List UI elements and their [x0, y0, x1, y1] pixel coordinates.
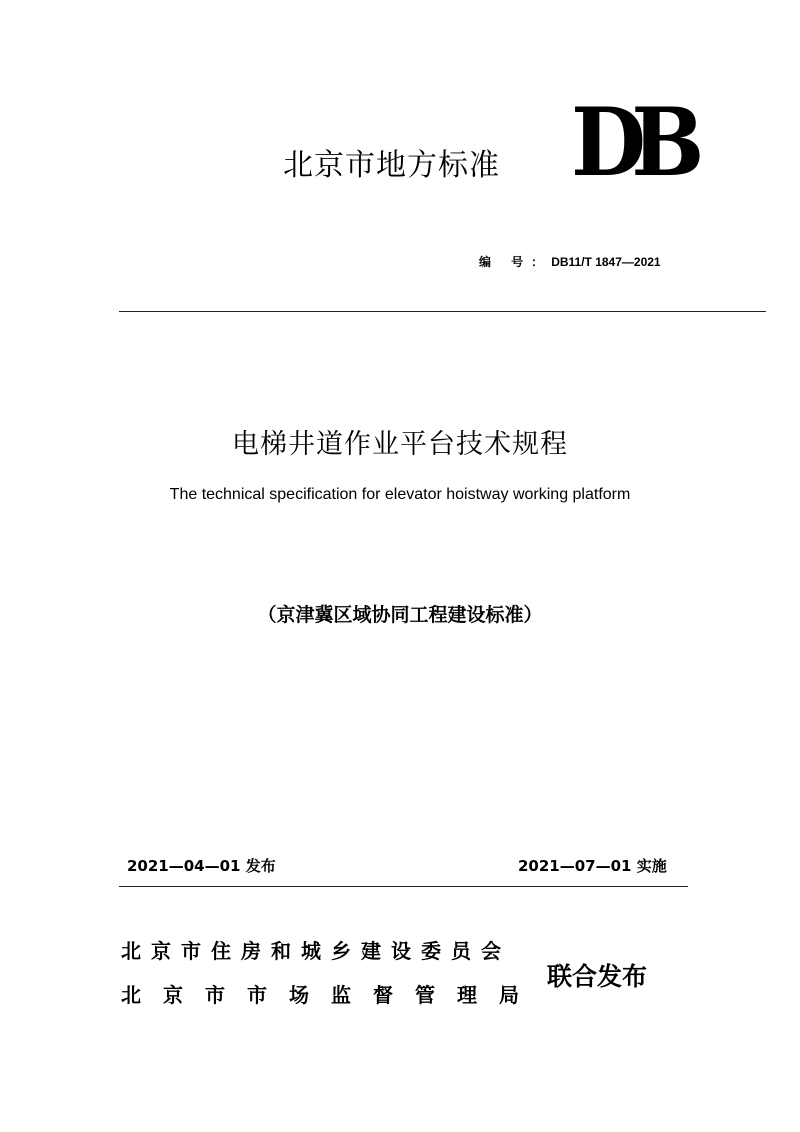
- document-title-zh: 电梯井道作业平台技术规程: [232, 429, 568, 460]
- standard-code-value: DB11/T 1847—2021: [551, 255, 661, 269]
- top-divider: [119, 311, 766, 312]
- standard-type-heading: 北京市地方标准: [283, 148, 500, 183]
- issue-date: 2021—04—01 发布: [127, 857, 276, 875]
- db-logo: DB: [571, 88, 690, 198]
- effective-date: 2021—07—01 实施: [518, 857, 667, 875]
- issuer-market-regulation: 北京市市场监督管理局: [121, 983, 541, 1007]
- joint-issue-label: 联合发布: [547, 962, 648, 991]
- standard-code-label: 编 号：: [479, 255, 552, 269]
- issuer-housing-commission: 北京市住房和城乡建设委员会: [121, 939, 511, 963]
- document-title-en: The technical specification for elevator hoistway working platform: [169, 486, 631, 503]
- bottom-divider: [119, 886, 688, 887]
- standard-code: [479, 253, 661, 270]
- document-series: （京津冀区域协同工程建设标准）: [257, 604, 543, 626]
